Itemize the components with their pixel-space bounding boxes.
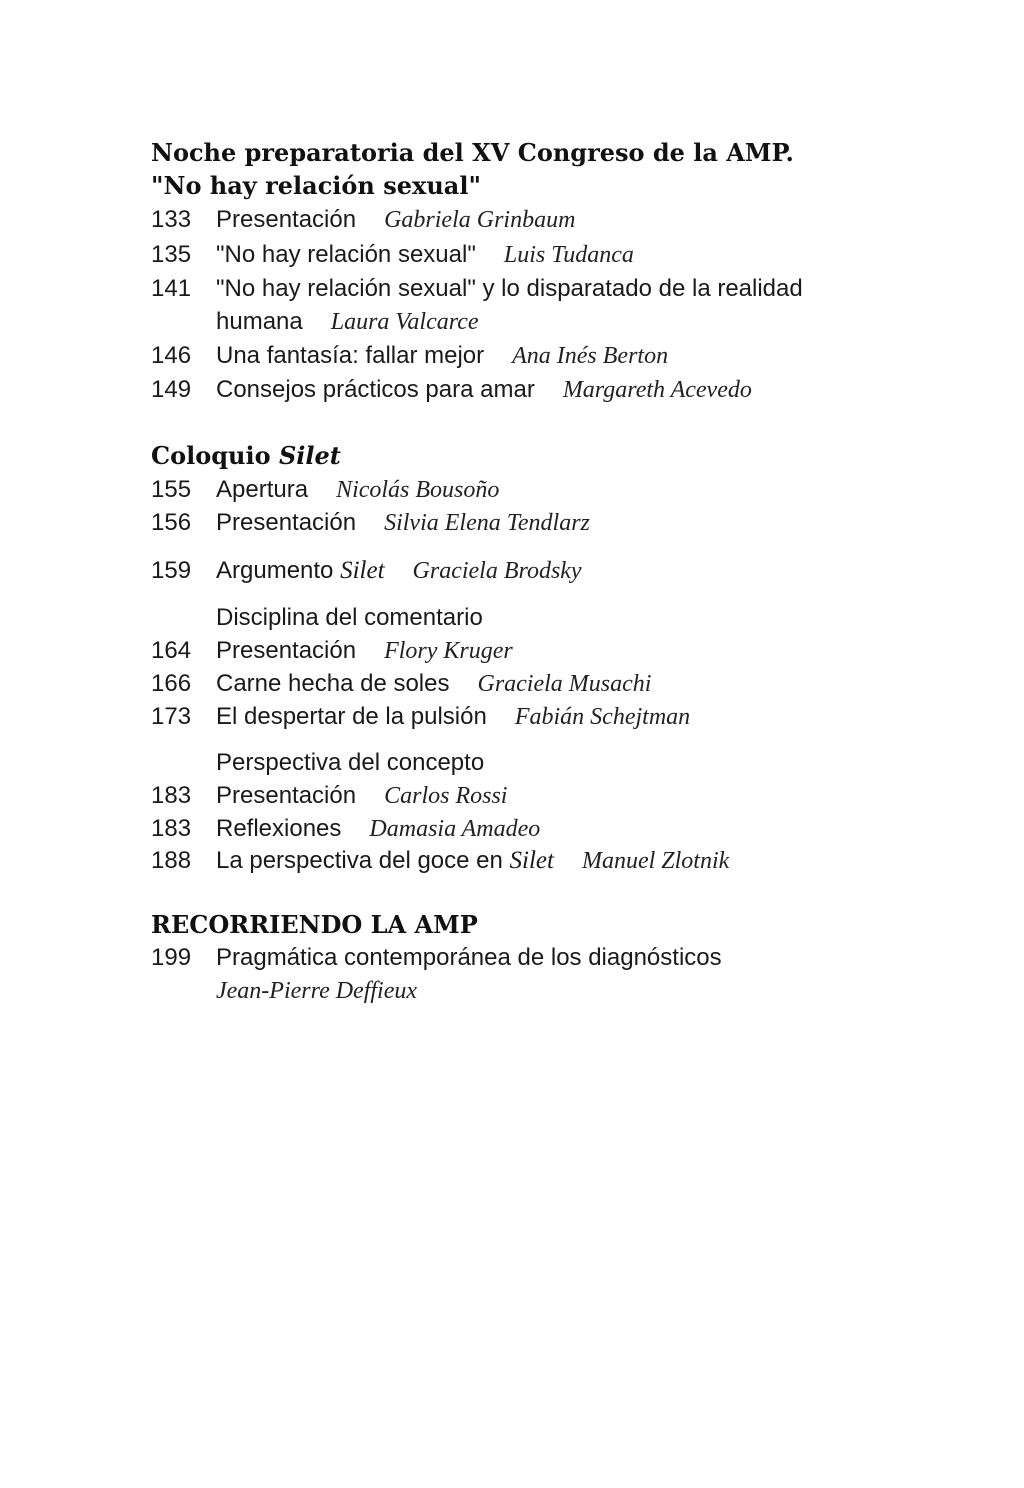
entry-author: Fabián Schejtman <box>514 704 691 730</box>
entry-title: Apertura <box>216 476 309 503</box>
toc-entry <box>151 846 729 876</box>
entry-title-prefix: Argumento <box>216 557 341 584</box>
toc-entry-continuation <box>216 976 417 1006</box>
entry-title: Reflexiones <box>216 815 342 842</box>
toc-entry <box>151 375 752 405</box>
toc-entry <box>151 341 668 371</box>
heading-prefix: Coloquio <box>151 441 279 470</box>
subsection-label: Perspectiva del concepto <box>216 749 485 776</box>
entry-author: Nicolás Bousoño <box>336 477 500 503</box>
entry-title: "No hay relación sexual" <box>216 241 476 268</box>
entry-author: Graciela Brodsky <box>412 558 582 584</box>
entry-author: Graciela Musachi <box>477 671 652 697</box>
entry-author: Carlos Rossi <box>384 783 508 809</box>
entry-title: Consejos prácticos para amar <box>216 376 535 403</box>
heading-emphasis: Silet <box>278 441 341 470</box>
page-number: 183 <box>151 782 192 809</box>
entry-title: Presentación <box>216 637 357 664</box>
page-number: 156 <box>151 509 192 536</box>
entry-title-emphasis: Silet <box>340 557 385 584</box>
page-number: 183 <box>151 815 192 842</box>
entry-title: Carne hecha de soles <box>216 670 450 697</box>
page-number: 199 <box>151 944 192 971</box>
toc-entry <box>151 781 507 811</box>
toc-entry <box>151 702 690 732</box>
toc-entry <box>151 274 831 304</box>
section-heading-noche-line2: "No hay relación sexual" <box>151 171 481 200</box>
entry-author: Laura Valcarce <box>330 309 479 335</box>
entry-title: Presentación <box>216 509 357 536</box>
toc-entry <box>151 205 575 235</box>
toc-entry <box>151 814 540 844</box>
toc-entry <box>151 556 582 586</box>
entry-title: Presentación <box>216 206 357 233</box>
section-heading-noche-line1: Noche preparatoria del XV Congreso de la AMP. <box>151 138 794 167</box>
entry-author: Luis Tudanca <box>503 242 634 268</box>
section-heading-recorriendo: RECORRIENDO LA AMP <box>151 910 478 939</box>
page-number: 164 <box>151 637 192 664</box>
page-number: 146 <box>151 342 192 369</box>
page-number: 135 <box>151 241 192 268</box>
entry-author: Damasia Amadeo <box>369 816 541 842</box>
entry-title: "No hay relación sexual" y lo disparatado de la realidad <box>216 275 803 302</box>
page-number: 133 <box>151 206 192 233</box>
entry-author: Silvia Elena Tendlarz <box>384 510 590 536</box>
entry-title <box>216 557 385 584</box>
entry-author: Gabriela Grinbaum <box>384 207 576 233</box>
toc-entry-continuation <box>216 307 479 337</box>
entry-title: Una fantasía: fallar mejor <box>216 342 485 369</box>
page-number: 159 <box>151 557 192 584</box>
entry-title: Pragmática contemporánea de los diagnósticos <box>216 944 722 971</box>
toc-entry <box>151 508 590 538</box>
entry-author: Jean-Pierre Deffieux <box>216 978 418 1004</box>
entry-title-continuation: humana <box>216 308 303 335</box>
toc-entry <box>151 943 750 973</box>
page-number: 155 <box>151 476 192 503</box>
entry-title: El despertar de la pulsión <box>216 703 487 730</box>
entry-author: Margareth Acevedo <box>562 377 752 403</box>
subsection-label: Disciplina del comentario <box>216 604 483 631</box>
toc-entry <box>151 475 499 505</box>
entry-author: Flory Kruger <box>384 638 513 664</box>
toc-entry <box>151 636 513 666</box>
toc-entry <box>151 669 651 699</box>
page-number: 141 <box>151 275 192 302</box>
entry-title-emphasis: Silet <box>509 847 554 874</box>
entry-title-prefix: La perspectiva del goce en <box>216 847 510 874</box>
toc-entry <box>151 240 634 270</box>
entry-title: Presentación <box>216 782 357 809</box>
page-number: 166 <box>151 670 192 697</box>
page-number: 173 <box>151 703 192 730</box>
page-number: 188 <box>151 847 192 874</box>
entry-title <box>216 847 554 874</box>
section-heading-coloquio <box>151 441 341 471</box>
entry-author: Manuel Zlotnik <box>581 848 730 874</box>
entry-author: Ana Inés Berton <box>512 343 669 369</box>
page-number: 149 <box>151 376 192 403</box>
